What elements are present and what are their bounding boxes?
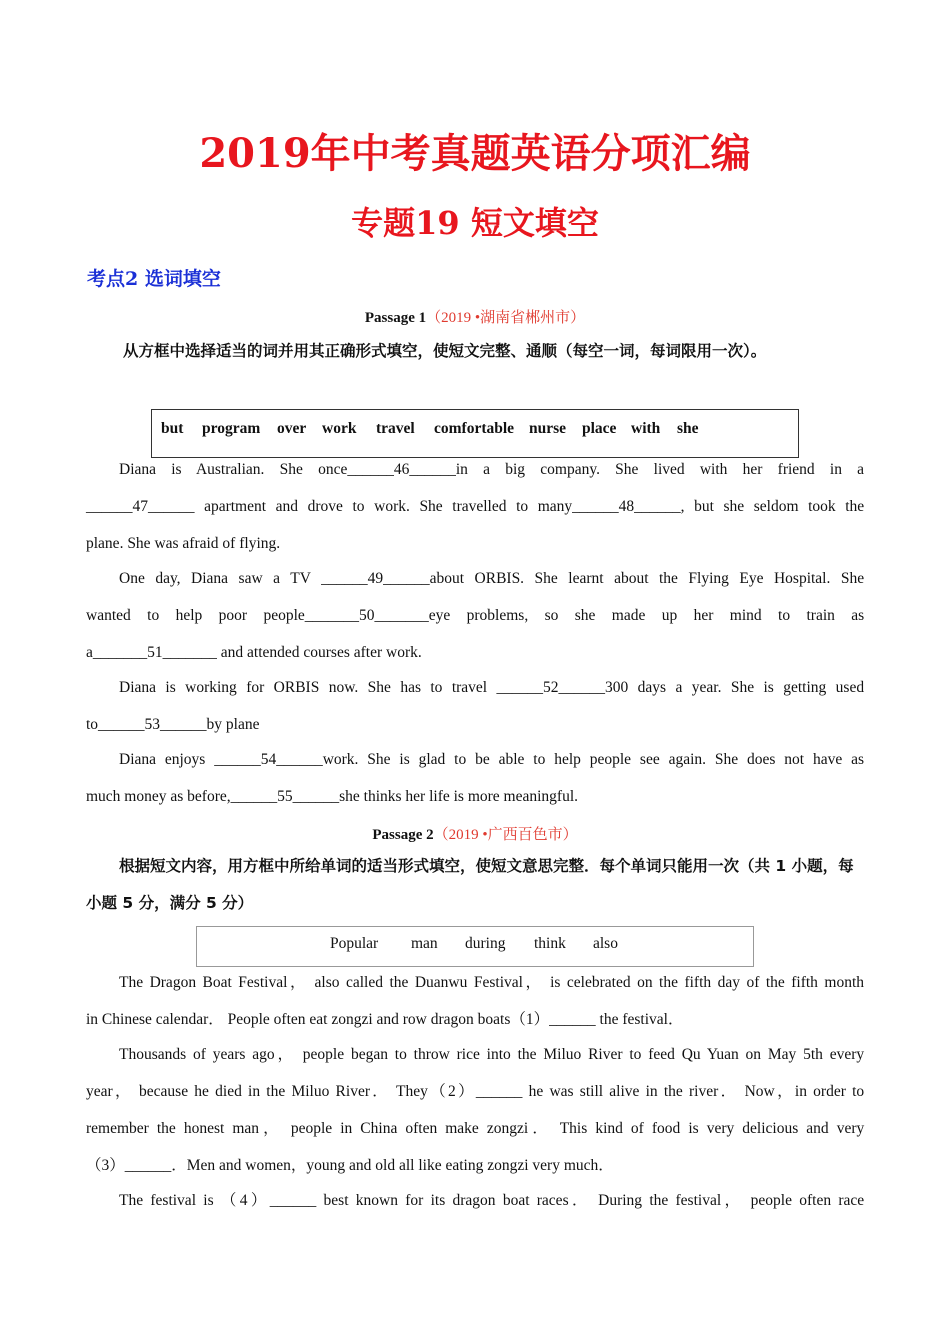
passage2-instruction: 根据短文内容，用方框中所给单词的适当形式填空，使短文意思完整．每个单词只能用一次（共 1 小题，每小题 5 分，满分 5 分） xyxy=(86,857,854,912)
word-box-item: man xyxy=(411,935,438,952)
word: her xyxy=(693,607,714,624)
word: throw xyxy=(413,1046,450,1063)
passage2-line-3 xyxy=(86,1042,864,1066)
word: began xyxy=(350,1046,388,1063)
word: people xyxy=(290,1120,333,1137)
word: working xyxy=(185,679,237,696)
word: saw xyxy=(238,570,263,587)
word: about xyxy=(614,570,649,587)
word-box-item: nurse xyxy=(529,420,567,437)
word: called xyxy=(345,974,383,991)
word: of xyxy=(746,974,760,991)
word: man， xyxy=(232,1120,283,1137)
word: order xyxy=(813,1083,846,1100)
word: very xyxy=(836,1120,865,1137)
word: the xyxy=(266,1083,286,1100)
word: see xyxy=(639,751,660,768)
word: Diana xyxy=(191,570,229,587)
word: does xyxy=(747,751,776,768)
word: to xyxy=(147,607,160,624)
word-box-item: with xyxy=(631,420,661,437)
word: be xyxy=(475,751,490,768)
word: kind xyxy=(595,1120,623,1137)
word: is xyxy=(688,1120,699,1137)
word: in xyxy=(645,1083,658,1100)
word: and xyxy=(806,1120,829,1137)
word: the xyxy=(517,1046,537,1063)
passage2-line-6: （3）______．Men and women，young and old all like eating zongzi very much． xyxy=(86,1157,614,1174)
word: is xyxy=(165,679,176,696)
word-box-item: during xyxy=(465,935,506,952)
word: has xyxy=(400,679,421,696)
word: once______46______in xyxy=(318,461,468,478)
word: ORBIS xyxy=(273,679,320,696)
word: She xyxy=(714,751,739,768)
word: on xyxy=(745,1046,762,1063)
word: very xyxy=(706,1120,735,1137)
word: The xyxy=(119,974,144,991)
word: She xyxy=(534,570,558,587)
word: still xyxy=(579,1083,604,1100)
word: fifth xyxy=(684,974,712,991)
word: alive xyxy=(609,1083,640,1100)
word-box-item: over xyxy=(277,420,307,437)
word: often xyxy=(405,1120,438,1137)
passage1-line-7 xyxy=(86,679,864,703)
word: Hospital. xyxy=(773,570,831,587)
word: to xyxy=(430,679,443,696)
word: Qu xyxy=(681,1046,701,1063)
word: One xyxy=(119,570,145,587)
word: the xyxy=(845,498,865,515)
word: Duanwu xyxy=(414,974,468,991)
word: in xyxy=(829,461,842,478)
word: poor xyxy=(218,607,248,624)
word: in xyxy=(248,1083,261,1100)
word: to xyxy=(533,751,546,768)
word: China xyxy=(360,1120,398,1137)
word: TV xyxy=(290,570,311,587)
word: Flying xyxy=(688,570,729,587)
passage1-source: （2019 •湖南省郴州市） xyxy=(426,310,586,326)
word: help xyxy=(175,607,203,624)
word: seldom xyxy=(753,498,799,515)
word: Eye xyxy=(739,570,764,587)
word: food xyxy=(651,1120,681,1137)
passage1-line-3: plane. She was afraid of flying. xyxy=(86,535,281,552)
word: boat xyxy=(502,1192,530,1209)
word: day, xyxy=(155,570,181,587)
word: she xyxy=(723,498,745,515)
word: died xyxy=(215,1083,242,1100)
word: races． xyxy=(536,1192,591,1209)
word: make xyxy=(445,1120,479,1137)
word: a xyxy=(675,679,683,696)
word: also xyxy=(314,974,340,991)
word: festival xyxy=(150,1192,196,1209)
passage1-heading xyxy=(0,306,950,327)
word-box-item: also xyxy=(593,935,618,952)
word: a xyxy=(857,461,865,478)
word: is xyxy=(203,1192,214,1209)
passage1-instruction: 从方框中选择适当的词并用其正确形式填空，使短文完整、通顺（每空一词，每词限用一次）。 xyxy=(123,342,767,360)
passage2-line-4 xyxy=(86,1079,864,1103)
word: ago， xyxy=(252,1046,296,1063)
word: ______47______ xyxy=(86,498,195,515)
passage1-line-9 xyxy=(86,751,864,775)
word: the xyxy=(663,1083,683,1100)
word: people xyxy=(589,751,632,768)
word: the xyxy=(649,1192,669,1209)
word: made xyxy=(611,607,646,624)
word: Diana xyxy=(119,751,157,768)
word: glad xyxy=(418,751,446,768)
word: She xyxy=(419,498,443,515)
word: company. xyxy=(540,461,600,478)
word: to xyxy=(778,607,791,624)
word: the xyxy=(389,974,409,991)
word: Festival， xyxy=(473,974,544,991)
word: not xyxy=(784,751,805,768)
sub-title: 专题19 短文填空 xyxy=(351,204,599,242)
word: train xyxy=(806,607,835,624)
word: best xyxy=(323,1192,349,1209)
word: the xyxy=(765,974,785,991)
word: Yuan xyxy=(706,1046,739,1063)
word: her xyxy=(742,461,763,478)
word: and xyxy=(275,498,299,515)
passage1-line-5 xyxy=(86,607,864,631)
word: used xyxy=(835,679,865,696)
word: a xyxy=(483,461,491,478)
word: ______52______300 xyxy=(496,679,629,696)
word: She xyxy=(367,679,391,696)
word: apartment xyxy=(204,498,267,515)
word: to xyxy=(516,498,529,515)
word: wanted xyxy=(86,607,131,624)
passage2-source: （2019 •广西百色市） xyxy=(433,827,578,843)
word: of xyxy=(192,1046,206,1063)
word: he xyxy=(528,1083,544,1100)
word: is xyxy=(399,751,410,768)
word: lived xyxy=(653,461,685,478)
word: ______49______about xyxy=(321,570,465,587)
passage1-line-2 xyxy=(86,498,864,522)
word: She xyxy=(367,751,391,768)
word: its xyxy=(430,1192,446,1209)
word: as xyxy=(851,751,864,768)
word: River xyxy=(588,1046,623,1063)
word: This xyxy=(559,1120,588,1137)
word: Boat xyxy=(202,974,232,991)
word: a xyxy=(273,570,281,587)
passage1-line-8: to______53______by plane xyxy=(86,716,260,733)
word: now. xyxy=(328,679,359,696)
word: Miluo xyxy=(291,1083,330,1100)
word: every xyxy=(829,1046,865,1063)
word: Dragon xyxy=(149,974,197,991)
word: celebrated xyxy=(566,974,631,991)
passage2-line-7 xyxy=(86,1188,864,1212)
word: During xyxy=(598,1192,643,1209)
word: drove xyxy=(307,498,343,515)
passage1-line-10: much money as before,______55______she thinks her life is more meaningful. xyxy=(86,788,579,805)
word: because xyxy=(139,1083,189,1100)
word: help xyxy=(554,751,581,768)
word: many______48______, xyxy=(537,498,685,515)
word: enjoys xyxy=(164,751,206,768)
word: of xyxy=(630,1120,644,1137)
word: but xyxy=(694,498,714,515)
word: river． xyxy=(689,1083,739,1100)
word: often xyxy=(799,1192,832,1209)
word-box-item: think xyxy=(534,935,566,952)
word: is xyxy=(550,974,561,991)
passage1-word-box xyxy=(151,409,799,458)
passage2-word-box xyxy=(196,926,754,967)
word: as xyxy=(851,607,865,624)
word: race xyxy=(838,1192,865,1209)
word: She xyxy=(730,679,755,696)
word: festival， xyxy=(675,1192,744,1209)
word: travel xyxy=(451,679,488,696)
word: to xyxy=(352,498,365,515)
word: to xyxy=(629,1046,642,1063)
word-box-item: program xyxy=(202,420,261,437)
word: She xyxy=(279,461,303,478)
word: feed xyxy=(648,1046,675,1063)
word: into xyxy=(486,1046,511,1063)
word: the xyxy=(658,570,678,587)
word-box-item: Popular xyxy=(330,935,379,952)
word: Miluo xyxy=(543,1046,582,1063)
word: he xyxy=(194,1083,209,1100)
word: for xyxy=(246,679,265,696)
word: ORBIS. xyxy=(474,570,525,587)
passage1-line-1 xyxy=(86,461,864,485)
passage1-line-4 xyxy=(86,570,864,594)
word: for xyxy=(405,1192,424,1209)
word: years xyxy=(212,1046,246,1063)
word: rice xyxy=(456,1046,480,1063)
word: in xyxy=(340,1120,353,1137)
passage2-line-2: in Chinese calendar． People often eat zongzi and row dragon boats（1）______ the festival． xyxy=(86,1011,684,1028)
word: people_______50_______eye xyxy=(263,607,451,624)
word: friend xyxy=(777,461,815,478)
word: dragon xyxy=(452,1192,496,1209)
word: was xyxy=(549,1083,574,1100)
word: year. xyxy=(691,679,722,696)
word: able xyxy=(498,751,525,768)
word: took xyxy=(808,498,836,515)
word-box-item: work xyxy=(322,420,357,437)
word: month xyxy=(824,974,865,991)
word: Diana xyxy=(119,461,157,478)
word: year， xyxy=(86,1083,133,1100)
word-box-item: place xyxy=(582,420,617,437)
word: up xyxy=(661,607,678,624)
word: getting xyxy=(783,679,827,696)
word: problems, xyxy=(466,607,529,624)
word: She xyxy=(615,461,639,478)
word-box-item: but xyxy=(161,420,184,437)
word-box-item: travel xyxy=(376,420,415,437)
passage2-line-1 xyxy=(86,970,864,994)
passage2-heading xyxy=(0,823,950,844)
word: delicious xyxy=(742,1120,799,1137)
word: again. xyxy=(668,751,707,768)
word: Australian. xyxy=(195,461,265,478)
passage2-line-5 xyxy=(86,1116,864,1140)
word-box-item: comfortable xyxy=(434,420,515,437)
word: travelled xyxy=(452,498,507,515)
passage1-label: Passage 1 xyxy=(364,310,427,326)
word: 5th xyxy=(803,1046,823,1063)
word-box-item: she xyxy=(677,420,699,437)
passage1-line-6: a_______51_______ and attended courses after work. xyxy=(86,644,422,661)
word: have xyxy=(812,751,843,768)
word: days xyxy=(637,679,667,696)
word: She xyxy=(840,570,865,587)
word: May xyxy=(767,1046,797,1063)
word: Now，in xyxy=(744,1083,807,1100)
word: honest xyxy=(183,1120,225,1137)
word: she xyxy=(574,607,596,624)
word: day xyxy=(717,974,740,991)
word: on xyxy=(637,974,653,991)
word: learnt xyxy=(568,570,604,587)
word: work. xyxy=(374,498,410,515)
passage2-label: Passage 2 xyxy=(372,827,434,843)
word: remember xyxy=(86,1120,149,1137)
word: is xyxy=(763,679,774,696)
word: the xyxy=(659,974,678,991)
main-title: 2019年中考真题英语分项汇编 xyxy=(199,130,751,177)
word: They（2）______ xyxy=(396,1083,523,1100)
word: people xyxy=(750,1192,792,1209)
word: the xyxy=(156,1120,176,1137)
word: known xyxy=(355,1192,398,1209)
word: big xyxy=(505,461,526,478)
word: zongzi． xyxy=(486,1120,552,1137)
word: mind xyxy=(729,607,762,624)
word: The xyxy=(119,1192,144,1209)
word: so xyxy=(544,607,559,624)
word: with xyxy=(699,461,728,478)
word: to xyxy=(852,1083,865,1100)
word: ______54______work. xyxy=(214,751,359,768)
word: is xyxy=(171,461,182,478)
word: （4）______ xyxy=(220,1192,317,1209)
word: fifth xyxy=(791,974,818,991)
word: Diana xyxy=(119,679,157,696)
word: River． xyxy=(335,1083,391,1100)
section-heading: 考点2 选词填空 xyxy=(87,268,221,290)
word: Thousands xyxy=(119,1046,187,1063)
word: people xyxy=(302,1046,345,1063)
word: to xyxy=(394,1046,407,1063)
word: Festival， xyxy=(238,974,309,991)
word: to xyxy=(454,751,467,768)
